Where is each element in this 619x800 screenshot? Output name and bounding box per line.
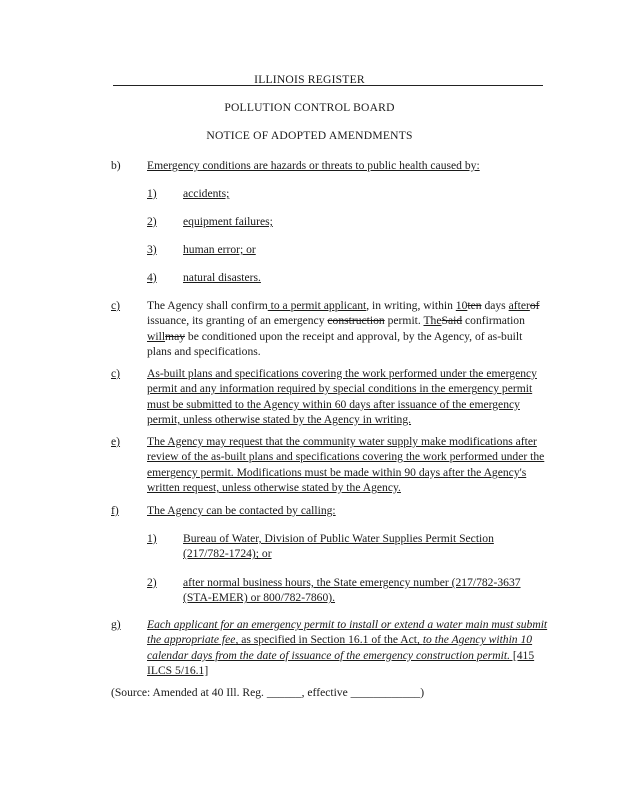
item-f-text: The Agency can be contacted by calling: bbox=[147, 504, 336, 517]
item-b-sub4-num: 4) bbox=[147, 271, 157, 284]
item-b-sub2-text: equipment failures; bbox=[183, 215, 273, 228]
item-b-sub1-num: 1) bbox=[147, 187, 157, 200]
item-f-sub2-text: after normal business hours, the State emergency number (217/782-3637 (STA-EMER) or 800/782-7860). bbox=[183, 576, 521, 605]
item-f-label: f) bbox=[111, 504, 119, 517]
item-c2-text: As-built plans and specifications covering the work performed under the emergency permit and any information required by special conditions in the emergency permit must be submitted to the Agency within 60 days after issuance of the emergency permit, unless otherwise stated by the Agency in writing. bbox=[147, 367, 537, 426]
notice-title: NOTICE OF ADOPTED AMENDMENTS bbox=[206, 129, 413, 142]
item-b-label: b) bbox=[111, 159, 121, 172]
item-b-sub3-num: 3) bbox=[147, 243, 157, 256]
item-f-sub1-num: 1) bbox=[147, 532, 157, 545]
item-b-sub1-text: accidents; bbox=[183, 187, 230, 200]
item-b-sub3-text: human error; or bbox=[183, 243, 256, 256]
item-e-text: The Agency may request that the community water supply make modifications after review of the as-built plans and specifications covering the work performed under the emergency permit. Modifications must be made within 90 days after the Agency's written request, unless otherwise stated by the Agency. bbox=[147, 435, 545, 494]
item-g-text: Each applicant for an emergency permit to install or extend a water main must submit the appropriate fee, as specified in Section 16.1 of the Act, to the Agency within 10 calendar days from the date of issuance of the emergency construction permit. [415 ILCS 5/16.1] bbox=[147, 618, 548, 677]
item-b-sub2-num: 2) bbox=[147, 215, 157, 228]
item-c2-label: c) bbox=[111, 367, 121, 380]
item-f-sub2-num: 2) bbox=[147, 576, 157, 589]
register-title: ILLINOIS REGISTER bbox=[254, 73, 365, 86]
item-e-label: e) bbox=[111, 435, 121, 448]
item-g-label: g) bbox=[111, 618, 121, 631]
board-title: POLLUTION CONTROL BOARD bbox=[224, 101, 395, 114]
item-f-sub1-text: Bureau of Water, Division of Public Water Supplies Permit Section (217/782-1724); or bbox=[183, 532, 494, 561]
item-c1-text: The Agency shall confirm to a permit applicant, in writing, within 10ten days afterof issuance, its granting of an emergency construction permit. TheSaid confirmation willmay be conditioned upon the receipt and approval, by the Agency, of as-built plans and specifications. bbox=[147, 299, 540, 358]
source-note: (Source: Amended at 40 Ill. Reg. ______, effective ____________) bbox=[111, 686, 425, 699]
item-c1-label: c) bbox=[111, 299, 121, 312]
header-rule bbox=[113, 85, 543, 86]
item-b-sub4-text: natural disasters. bbox=[183, 271, 261, 284]
item-b-text: Emergency conditions are hazards or threats to public health caused by: bbox=[147, 159, 480, 172]
